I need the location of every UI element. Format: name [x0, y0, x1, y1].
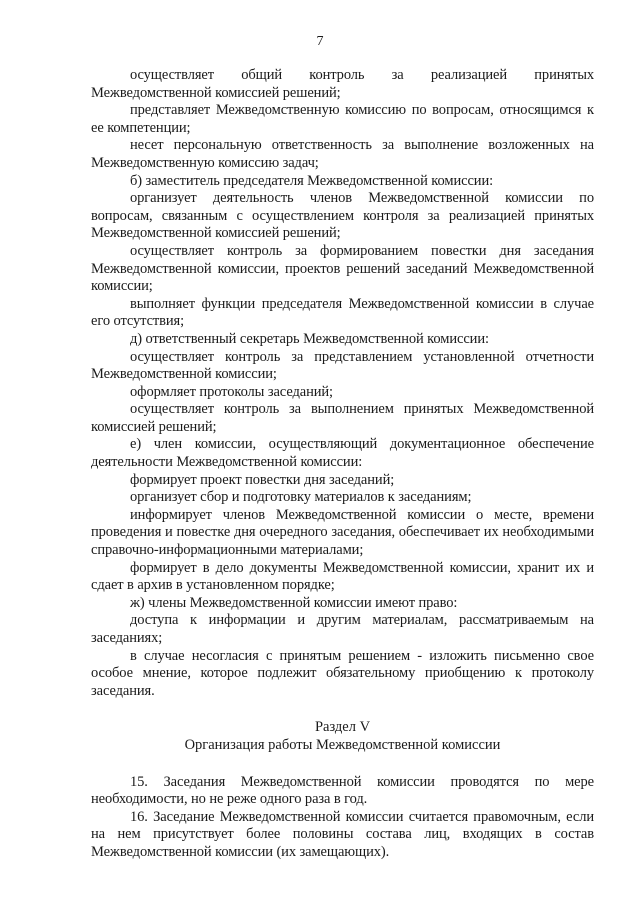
paragraph: формирует проект повестки дня заседаний; [130, 471, 395, 488]
paragraph: д) ответственный секретарь Межведомственной комиссии: [130, 330, 489, 347]
paragraph: информирует членов Межведомственной комиссии о месте, времени проведения и повестке дня очередного заседания, обеспечивает их необходимыми справочно-информационными материалами; [91, 506, 594, 559]
paragraph: в случае несогласия с принятым решением - изложить письменно свое особое мнение, которое подлежит обязательному приобщению к протоколу заседания. [91, 647, 594, 699]
paragraph: осуществляет общий контроль за реализацией принятых Межведомственной комиссией решений; [91, 67, 594, 101]
paragraph: 15. Заседания Межведомственной комиссии проводятся по мере необходимости, но не реже одного раза в год. [91, 773, 594, 808]
section-title: Организация работы Межведомственной комиссии [184, 736, 501, 753]
paragraph: осуществляет контроль за выполнением принятых Межведомственной комиссией решений; [91, 401, 594, 435]
paragraph: представляет Межведомственную комиссию по вопросам, относящимся к ее компетенции; [91, 102, 594, 136]
paragraph: осуществляет контроль за формированием повестки дня заседания Межведомственной комиссии, проектов решений заседаний Межведомственной комиссии; [91, 242, 594, 295]
paragraph: б) заместитель председателя Межведомственной комиссии: [130, 172, 494, 189]
paragraph: формирует в дело документы Межведомственной комиссии, хранит их и сдает в архив в установленном порядке; [91, 559, 594, 594]
document-body [91, 67, 594, 862]
paragraph: организует сбор и подготовку материалов к заседаниям; [130, 489, 472, 506]
section-number: Раздел V [314, 719, 371, 736]
paragraph: оформляет протоколы заседаний; [130, 383, 333, 400]
paragraph: осуществляет контроль за представлением установленной отчетности Межведомственной комиссии; [91, 348, 594, 383]
paragraph: 16. Заседание Межведомственной комиссии считается правомочным, если на нем присутствует более половины состава лиц, входящих в состав Межведомственной комиссии (их замещающих). [91, 808, 594, 860]
paragraph: ж) члены Межведомственной комиссии имеют право: [130, 594, 458, 611]
paragraph: доступа к информации и другим материалам, рассматриваемым на заседаниях; [91, 612, 594, 646]
paragraph: организует деятельность членов Межведомственной комиссии по вопросам, связанным с осуществлением контроля за реализацией принятых Межведомственной комиссией решений; [91, 190, 594, 242]
paragraph: несет персональную ответственность за выполнение возложенных на Межведомственную комиссию задач; [91, 137, 594, 171]
paragraph: выполняет функции председателя Межведомственной комиссии в случае его отсутствия; [91, 295, 594, 330]
paragraph: е) член комиссии, осуществляющий документационное обеспечение деятельности Межведомственной комиссии: [91, 436, 594, 471]
page-number: 7 [316, 34, 324, 49]
